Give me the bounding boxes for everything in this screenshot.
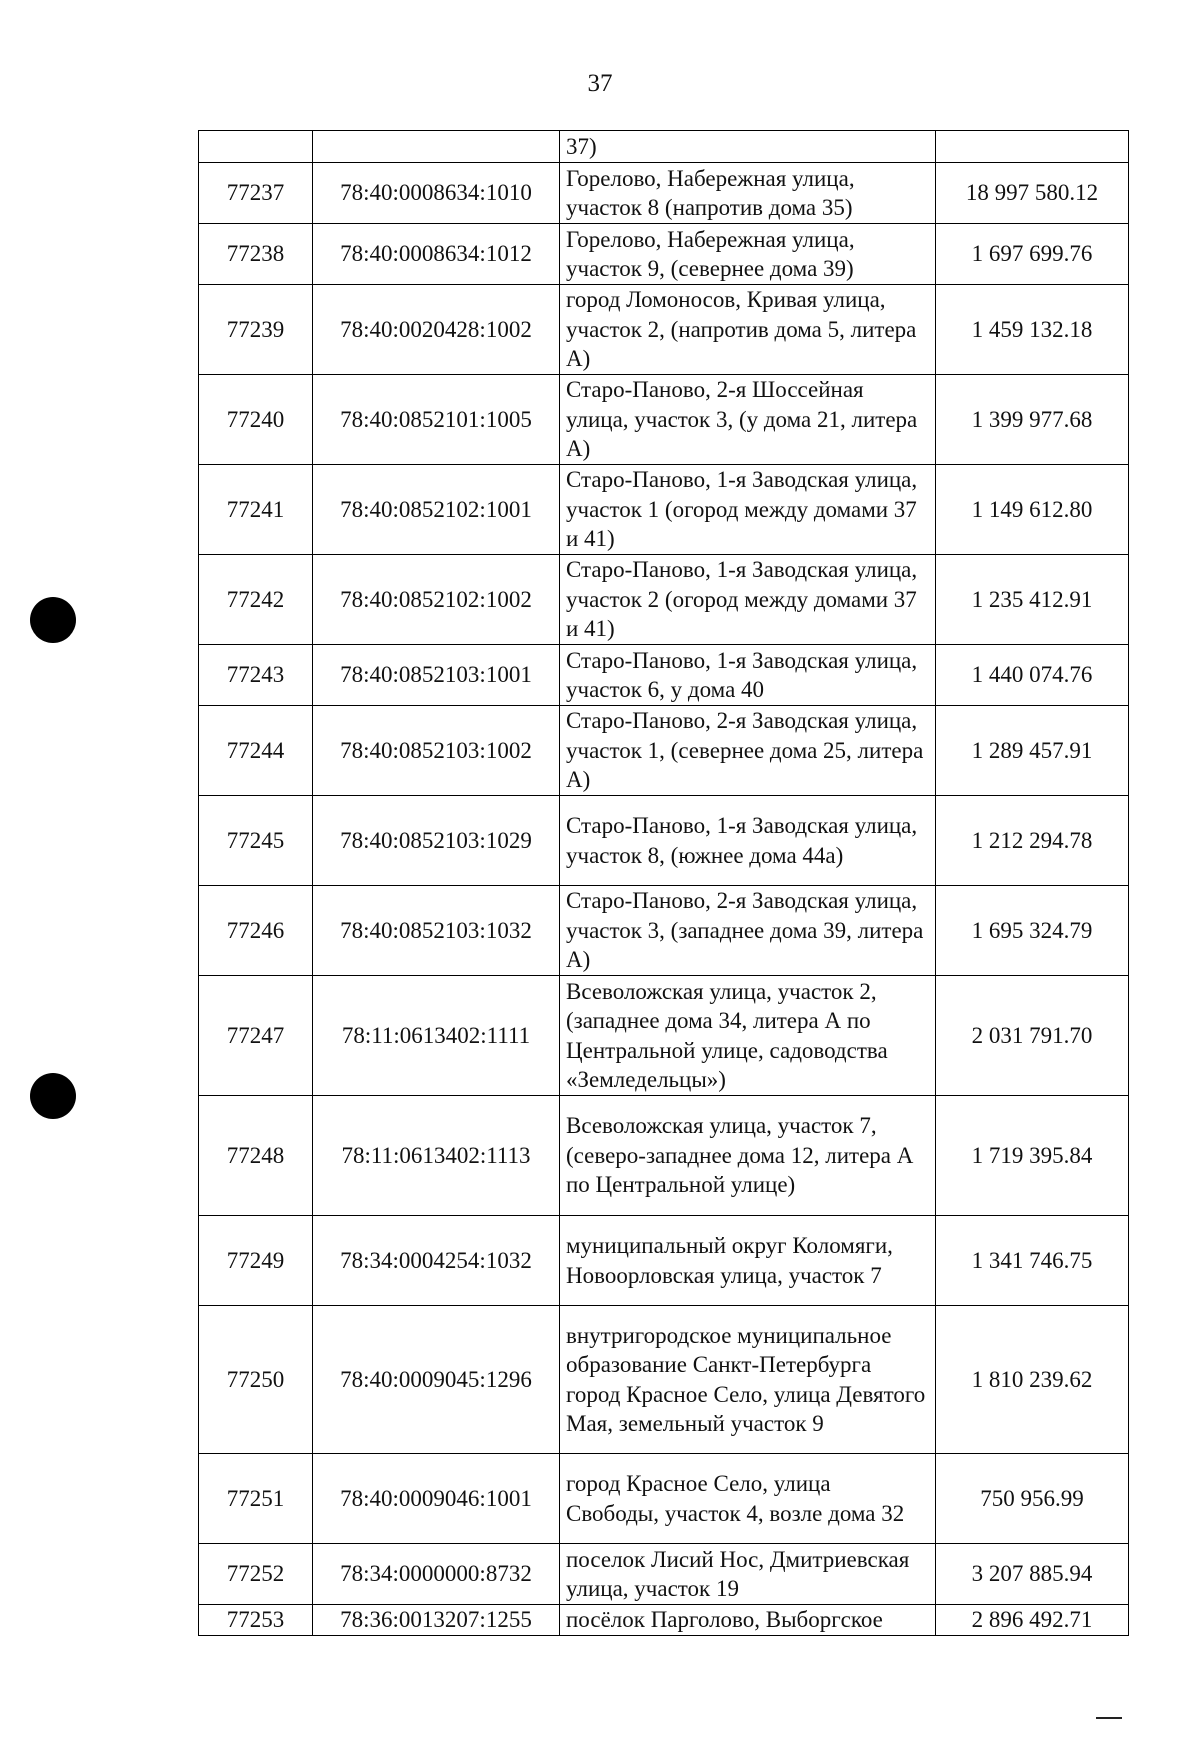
cadastral-value-cell: 1 149 612.80 [936,465,1129,555]
table-row [199,1096,1129,1216]
cadastral-value-cell: 750 956.99 [936,1454,1129,1544]
address-cell: город Красное Село, улица Свободы, участок 4, возле дома 32 [560,1454,936,1544]
table-row [199,1605,1129,1636]
table-body [199,131,1129,1636]
row-number-cell: 77237 [199,163,313,224]
row-number-cell: 77238 [199,224,313,285]
cadastral-value-cell: 1 440 074.76 [936,645,1129,706]
row-number-cell: 77253 [199,1605,313,1636]
table-row [199,1216,1129,1306]
row-number-cell: 77241 [199,465,313,555]
row-number-cell: 77246 [199,886,313,976]
table-row [199,224,1129,285]
cadastral-number-cell: 78:40:0852101:1005 [313,375,560,465]
cadastral-value-cell: 1 341 746.75 [936,1216,1129,1306]
cadastral-value-cell: 1 212 294.78 [936,796,1129,886]
cadastral-value-cell: 1 697 699.76 [936,224,1129,285]
cadastral-number-cell: 78:11:0613402:1113 [313,1096,560,1216]
cadastral-value-table [198,130,1129,1636]
table-row [199,163,1129,224]
address-cell: Старо-Паново, 1-я Заводская улица, участок 1 (огород между домами 37 и 41) [560,465,936,555]
table-row [199,131,1129,163]
address-cell: Горелово, Набережная улица, участок 9, (севернее дома 39) [560,224,936,285]
row-number-cell: 77245 [199,796,313,886]
address-cell: посёлок Парголово, Выборгское [560,1605,936,1636]
row-number-cell: 77247 [199,976,313,1096]
cadastral-number-cell: 78:36:0013207:1255 [313,1605,560,1636]
cadastral-number-cell: 78:34:0000000:8732 [313,1544,560,1605]
row-number-cell: 77248 [199,1096,313,1216]
address-cell: 37) [560,131,936,163]
address-cell: Всеволожская улица, участок 2, (западнее дома 34, литера А по Центральной улице, садоводства «Земледельцы») [560,976,936,1096]
cadastral-value-cell: 1 810 239.62 [936,1306,1129,1454]
cadastral-value-cell: 1 695 324.79 [936,886,1129,976]
table-row [199,976,1129,1096]
address-cell: Старо-Паново, 2-я Заводская улица, участок 3, (западнее дома 39, литера А) [560,886,936,976]
row-number-cell: 77250 [199,1306,313,1454]
cadastral-value-cell: 3 207 885.94 [936,1544,1129,1605]
table-row [199,1454,1129,1544]
table-row [199,796,1129,886]
table-row [199,375,1129,465]
row-number-cell: 77252 [199,1544,313,1605]
address-cell: Старо-Паново, 2-я Заводская улица, участок 1, (севернее дома 25, литера А) [560,706,936,796]
row-number-cell: 77239 [199,285,313,375]
punch-hole-mark [30,597,76,643]
cadastral-value-cell: 1 399 977.68 [936,375,1129,465]
cadastral-number-cell: 78:40:0009045:1296 [313,1306,560,1454]
cadastral-number-cell: 78:40:0852102:1001 [313,465,560,555]
row-number-cell: 77251 [199,1454,313,1544]
cadastral-number-cell: 78:40:0852103:1001 [313,645,560,706]
row-number-cell: 77240 [199,375,313,465]
row-number-cell: 77244 [199,706,313,796]
address-cell: Старо-Паново, 2-я Шоссейная улица, участок 3, (у дома 21, литера А) [560,375,936,465]
table-row [199,555,1129,645]
cadastral-number-cell: 78:11:0613402:1111 [313,976,560,1096]
scan-mark [1096,1717,1122,1719]
cadastral-value-cell: 1 235 412.91 [936,555,1129,645]
cadastral-number-cell: 78:40:0852103:1029 [313,796,560,886]
page-number: 37 [587,70,613,97]
cadastral-number-cell: 78:40:0020428:1002 [313,285,560,375]
address-cell: Горелово, Набережная улица, участок 8 (напротив дома 35) [560,163,936,224]
table-row [199,706,1129,796]
cadastral-number-cell [313,131,560,163]
address-cell: город Ломоносов, Кривая улица, участок 2, (напротив дома 5, литера А) [560,285,936,375]
cadastral-number-cell: 78:40:0008634:1010 [313,163,560,224]
address-cell: Всеволожская улица, участок 7, (северо-западнее дома 12, литера А по Центральной улице) [560,1096,936,1216]
cadastral-number-cell: 78:40:0852102:1002 [313,555,560,645]
punch-hole-mark [30,1073,76,1119]
row-number-cell [199,131,313,163]
cadastral-value-cell: 18 997 580.12 [936,163,1129,224]
cadastral-value-cell: 1 459 132.18 [936,285,1129,375]
address-cell: поселок Лисий Нос, Дмитриевская улица, участок 19 [560,1544,936,1605]
row-number-cell: 77249 [199,1216,313,1306]
cadastral-number-cell: 78:40:0852103:1032 [313,886,560,976]
cadastral-number-cell: 78:40:0009046:1001 [313,1454,560,1544]
row-number-cell: 77242 [199,555,313,645]
table-row [199,886,1129,976]
cadastral-number-cell: 78:40:0008634:1012 [313,224,560,285]
cadastral-value-cell: 1 289 457.91 [936,706,1129,796]
address-cell: муниципальный округ Коломяги, Новоорловская улица, участок 7 [560,1216,936,1306]
row-number-cell: 77243 [199,645,313,706]
cadastral-value-cell: 1 719 395.84 [936,1096,1129,1216]
table-row [199,285,1129,375]
address-cell: Старо-Паново, 1-я Заводская улица, участок 2 (огород между домами 37 и 41) [560,555,936,645]
cadastral-number-cell: 78:34:0004254:1032 [313,1216,560,1306]
cadastral-number-cell: 78:40:0852103:1002 [313,706,560,796]
address-cell: Старо-Паново, 1-я Заводская улица, участок 8, (южнее дома 44а) [560,796,936,886]
table-row [199,1544,1129,1605]
address-cell: внутригородское муниципальное образование Санкт-Петербурга город Красное Село, улица Девятого Мая, земельный участок 9 [560,1306,936,1454]
cadastral-value-cell [936,131,1129,163]
cadastral-value-cell: 2 031 791.70 [936,976,1129,1096]
cadastral-value-cell: 2 896 492.71 [936,1605,1129,1636]
address-cell: Старо-Паново, 1-я Заводская улица, участок 6, у дома 40 [560,645,936,706]
table-row [199,645,1129,706]
table-row [199,465,1129,555]
table-row [199,1306,1129,1454]
